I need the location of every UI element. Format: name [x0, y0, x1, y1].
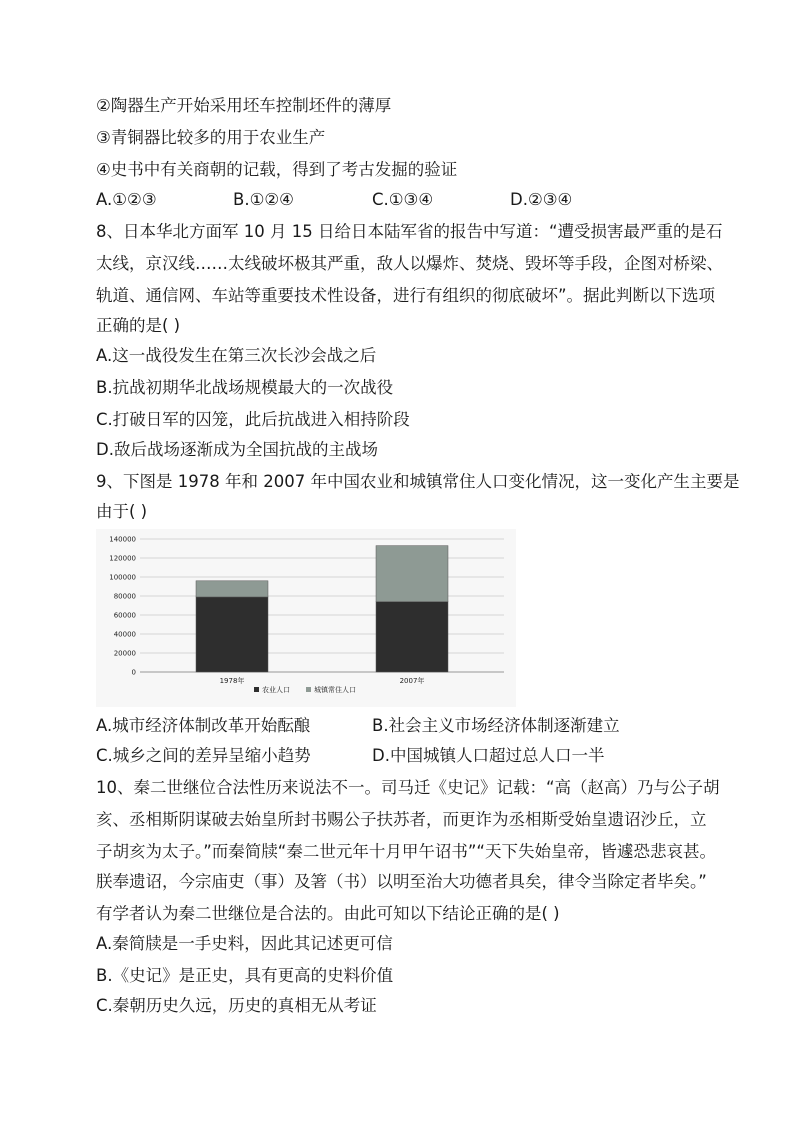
population-chart [96, 529, 516, 707]
y-tick-label: 60000 [113, 611, 136, 620]
q9-option-a[interactable]: A.城市经济体制改革开始酝酿 [96, 716, 311, 735]
q7-option-d[interactable]: D.②③④ [510, 190, 573, 209]
legend-label: 城镇常住人口 [314, 686, 356, 694]
q7-statement-3: ③青铜器比较多的用于农业生产 [96, 128, 326, 147]
q10-stem-line-3: 子胡亥为太子。”而秦简牍“秦二世元年十月甲午诏书”“天下失始皇帝，皆遽恐悲哀甚。 [96, 842, 716, 861]
q8-option-b[interactable]: B.抗战初期华北战场规模最大的一次战役 [96, 378, 394, 397]
y-tick-label: 40000 [113, 630, 136, 639]
q9-stem-line-1: 9、下图是 1978 年和 2007 年中国农业和城镇常住人口变化情况，这一变化产生主要是 [96, 472, 740, 491]
q7-statement-2: ②陶器生产开始采用坯车控制坯件的薄厚 [96, 96, 392, 115]
q8-option-d[interactable]: D.敌后战场逐渐成为全国抗战的主战场 [96, 440, 378, 459]
q7-statement-4: ④史书中有关商朝的记载，得到了考古发掘的验证 [96, 160, 458, 179]
q8-option-c[interactable]: C.打破日军的囚笼，此后抗战进入相持阶段 [96, 410, 410, 429]
q9-option-d[interactable]: D.中国城镇人口超过总人口一半 [372, 746, 605, 765]
bar-segment [376, 602, 448, 672]
bar-segment [376, 546, 448, 602]
y-tick-label: 140000 [109, 535, 136, 544]
q10-stem-line-1: 10、秦二世继位合法性历来说法不一。司马迁《史记》记载：“高（赵高）乃与公子胡 [96, 778, 720, 797]
q10-option-c[interactable]: C.秦朝历史久远，历史的真相无从考证 [96, 996, 377, 1015]
q7-option-c[interactable]: C.①③④ [372, 190, 434, 209]
y-tick-label: 80000 [113, 592, 136, 601]
q10-stem-line-4: 朕奉遗诏，今宗庙吏（事）及箸（书）以明至治大功德者具矣，律令当除定者毕矣。” [96, 872, 707, 891]
q10-option-a[interactable]: A.秦简牍是一手史料，因此其记述更可信 [96, 934, 393, 953]
legend-label: 农业人口 [262, 686, 290, 694]
x-tick-label: 1978年 [219, 677, 245, 685]
population-chart-svg [96, 529, 516, 707]
y-tick-label: 20000 [113, 649, 136, 658]
legend-swatch [306, 687, 311, 692]
q7-option-a[interactable]: A.①②③ [96, 190, 157, 209]
q8-stem-line-1: 8、日本华北方面军 10 月 15 日给日本陆军省的报告中写道：“遭受损害最严重的是石 [96, 222, 723, 241]
q9-option-b[interactable]: B.社会主义市场经济体制逐渐建立 [372, 716, 620, 735]
q10-stem-line-2: 亥、丞相斯阴谋破去始皇所封书赐公子扶苏者，而更诈为丞相斯受始皇遗诏沙丘，立 [96, 810, 707, 829]
y-tick-label: 0 [131, 668, 136, 677]
q8-stem-line-4: 正确的是( ) [96, 316, 181, 335]
q10-stem-line-5: 有学者认为秦二世继位是合法的。由此可知以下结论正确的是( ) [96, 904, 560, 923]
q8-option-a[interactable]: A.这一战役发生在第三次长沙会战之后 [96, 346, 377, 365]
q9-option-c[interactable]: C.城乡之间的差异呈缩小趋势 [96, 746, 311, 765]
bar-segment [196, 581, 268, 597]
q9-stem-line-2: 由于( ) [96, 502, 148, 521]
legend-swatch [254, 687, 259, 692]
y-tick-label: 120000 [109, 554, 136, 563]
q8-stem-line-3: 轨道、通信网、车站等重要技术性设备，进行有组织的彻底破坏”。据此判断以下选项 [96, 286, 716, 305]
q10-option-b[interactable]: B.《史记》是正史，具有更高的史料价值 [96, 966, 394, 985]
bar-segment [196, 597, 268, 672]
q7-option-b[interactable]: B.①②④ [233, 190, 294, 209]
y-tick-label: 100000 [109, 573, 136, 582]
q8-stem-line-2: 太线，京汉线……太线破坏极其严重，敌人以爆炸、焚烧、毁坏等手段，企图对桥梁、 [96, 254, 723, 273]
x-tick-label: 2007年 [399, 677, 425, 685]
